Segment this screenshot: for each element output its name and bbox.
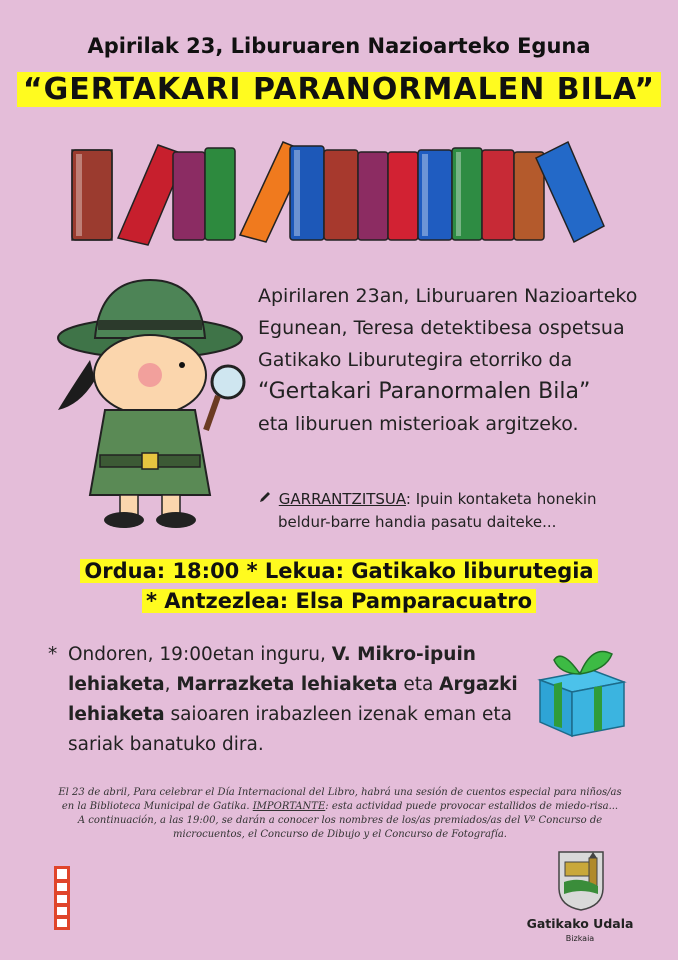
- contact-icons: [54, 866, 70, 930]
- municipality-province: Bizkaia: [565, 934, 595, 943]
- spanish-line: : esta actividad puede provocar estallidos de miedo-risa...: [325, 801, 619, 812]
- after-bold: lehiaketa: [68, 704, 165, 725]
- coat-of-arms: [556, 848, 606, 912]
- spanish-line: A continuación, a las 19:00, se darán a conocer los nombres de los/as premiados/as del Vº Concurso de: [77, 815, 603, 826]
- intro-quote: “Gertakari Paranormalen Bila”: [258, 379, 591, 404]
- intro-line: Egunean, Teresa detektibesa ospetsua: [258, 317, 625, 339]
- after-text: Ondoren, 19:00etan inguru,: [68, 644, 332, 665]
- pencil-icon: [258, 488, 274, 511]
- spanish-summary: [40, 786, 640, 842]
- municipality-name: Gatikako Udala: [526, 916, 634, 931]
- spanish-line: microcuentos, el Concurso de Dibujo y el Concurso de Fotografía.: [173, 829, 507, 840]
- intro-line: eta liburuen misterioak argitzeko.: [258, 413, 579, 435]
- after-text: saioaren irabazleen izenak eman eta: [164, 704, 513, 725]
- after-bold: Argazki: [439, 674, 518, 695]
- after-text: ,: [164, 674, 177, 695]
- event-title: [0, 72, 678, 107]
- spanish-line: en la Biblioteca Municipal de Gatika.: [61, 801, 253, 812]
- event-performer: * Antzezlea: Elsa Pamparacuatro: [142, 589, 536, 613]
- after-bold: V. Mikro-ipuin: [331, 644, 476, 665]
- event-title-text: “GERTAKARI PARANORMALEN BILA”: [17, 72, 661, 107]
- gift-icon: [532, 640, 632, 740]
- note-text: : Ipuin kontaketa honekin: [405, 490, 597, 508]
- after-bold: Marrazketa lehiaketa: [176, 674, 398, 695]
- headline: Apirilak 23, Liburuaren Nazioarteko Eguna: [87, 34, 591, 58]
- note-text: beldur-barre handia pasatu daiteke...: [278, 513, 557, 531]
- spanish-important: IMPORTANTE: [252, 801, 326, 812]
- event-time-place: Ordua: 18:00 * Lekua: Gatikako liburutegia: [80, 559, 597, 583]
- after-event-text: [48, 640, 518, 760]
- after-text: sariak banatuko dira.: [68, 734, 264, 755]
- intro-text: [258, 280, 658, 440]
- asterisk: *: [48, 644, 58, 665]
- important-note: [258, 488, 658, 534]
- detective-illustration: [50, 270, 250, 530]
- spanish-line: El 23 de abril, Para celebrar el Día Internacional del Libro, habrá una sesión de cuentos especial para niños/as: [58, 787, 622, 798]
- note-label: GARRANTZITSUA: [278, 490, 406, 508]
- after-bold: lehiaketa: [68, 674, 165, 695]
- event-info: [0, 556, 678, 616]
- intro-line: Apirilaren 23an, Liburuaren Nazioarteko: [258, 285, 638, 307]
- books-illustration: [68, 130, 608, 250]
- intro-line: Gatikako Liburutegira etorriko da: [258, 349, 573, 371]
- after-text: eta: [397, 674, 440, 695]
